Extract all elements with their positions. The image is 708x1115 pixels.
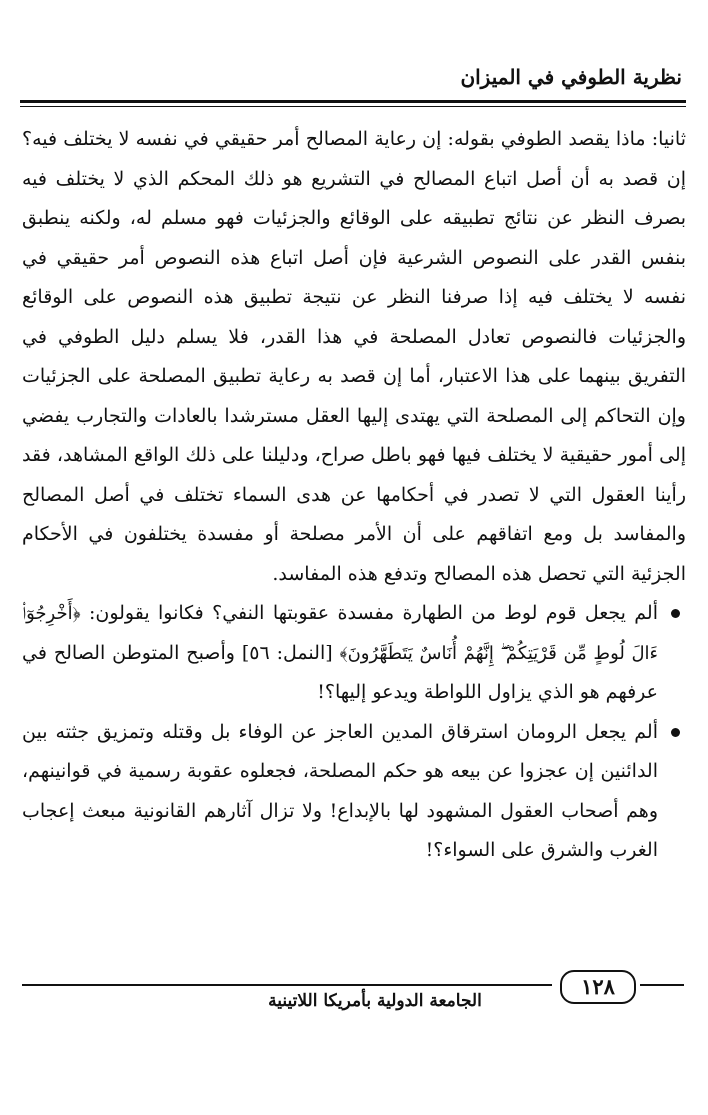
footer-rule bbox=[22, 984, 552, 986]
bullet-1-intro: ألم يجعل قوم لوط من الطهارة مفسدة عقوبتها النفي؟ فكانوا يقولون: bbox=[88, 602, 658, 624]
footer-publisher: الجامعة الدولية بأمريكا اللاتينية bbox=[268, 991, 482, 1011]
page-body bbox=[22, 120, 686, 871]
running-header-title: نظرية الطوفي في الميزان bbox=[460, 65, 682, 89]
main-paragraph: ثانيا: ماذا يقصد الطوفي بقوله: إن رعاية المصالح أمر حقيقي في نفسه لا يختلف فيه؟ إن قصد به أن أصل اتباع المصالح في التشريع هو ذلك المحكم الذي لا يختلف فيه بصرف النظر عن نتائج تطبيقه على الوقائع والجزئيات فهو مسلم له، ولكنه ينطبق بنفس القدر على النصوص الشرعية فإن أصل اتباع هذه النصوص أمر حقيقي في نفسه لا يختلف فيه إذا صرفنا النظر عن نتيجة تطبيق هذه النصوص على الوقائع والجزئيات فالنصوص تعادل المصلحة في هذا القدر، فلا يسلم دليل الطوفي في التفريق بينهما على هذا الاعتبار، أما إن قصد به رعاية تطبيق المصلحة على الجزئيات وإن التحاكم إلى المصلحة التي يهتدى إليها العقل مسترشدا بالعادات والتجارب يفضي إلى أمور حقيقية لا يختلف فيها فهو باطل صراح، ودليلنا على ذلك الواقع المشاهد، فقد رأينا العقول التي لا تصدر في أحكامها عن هدى السماء تختلف في أصل المصالح والمفاسد بل ومع اتفاقهم على أن الأمر مصلحة أو مفسدة يختلفون في الأحكام الجزئية التي تحصل هذه المصالح وتدفع هذه المفاسد. bbox=[22, 128, 686, 585]
bullet-2-text: ألم يجعل الرومان استرقاق المدين العاجز عن الوفاء بل وقتله وتمزيق جثته بين الدائنين إن عجزوا عن بيعه هو حكم المصلحة، فجعلوه عقوبة رسمية في قوانينهم، وهم أصحاب العقول المشهود لها بالإبداع! ولا تزال آثارهم القانونية مبعث إعجاب الغرب والشرق على السواء؟! bbox=[22, 720, 658, 861]
bullet-icon bbox=[671, 728, 680, 737]
footer-rule-short bbox=[640, 984, 684, 986]
bullet-item bbox=[22, 594, 686, 713]
header-rule-thin bbox=[20, 106, 686, 107]
page-number: ١٢٨ bbox=[560, 970, 636, 1004]
quran-verse: ﴿أَخْرِجُوٓا۟ ءَالَ لُوطٍ مِّن قَرْيَتِكُمْ ۖ إِنَّهُمْ أُنَاسٌ يَتَطَهَّرُونَ﴾ bbox=[22, 603, 659, 664]
bullet-list bbox=[22, 594, 686, 871]
header-rule bbox=[20, 100, 686, 103]
bullet-1-conclusion: وأصبح المتوطن الصالح في عرفهم هو الذي يزاول اللواطة ويدعو إليها؟! bbox=[22, 641, 658, 703]
bullet-item bbox=[22, 713, 686, 871]
bullet-icon bbox=[671, 609, 680, 618]
verse-citation: [النمل: ٥٦] bbox=[241, 641, 333, 664]
